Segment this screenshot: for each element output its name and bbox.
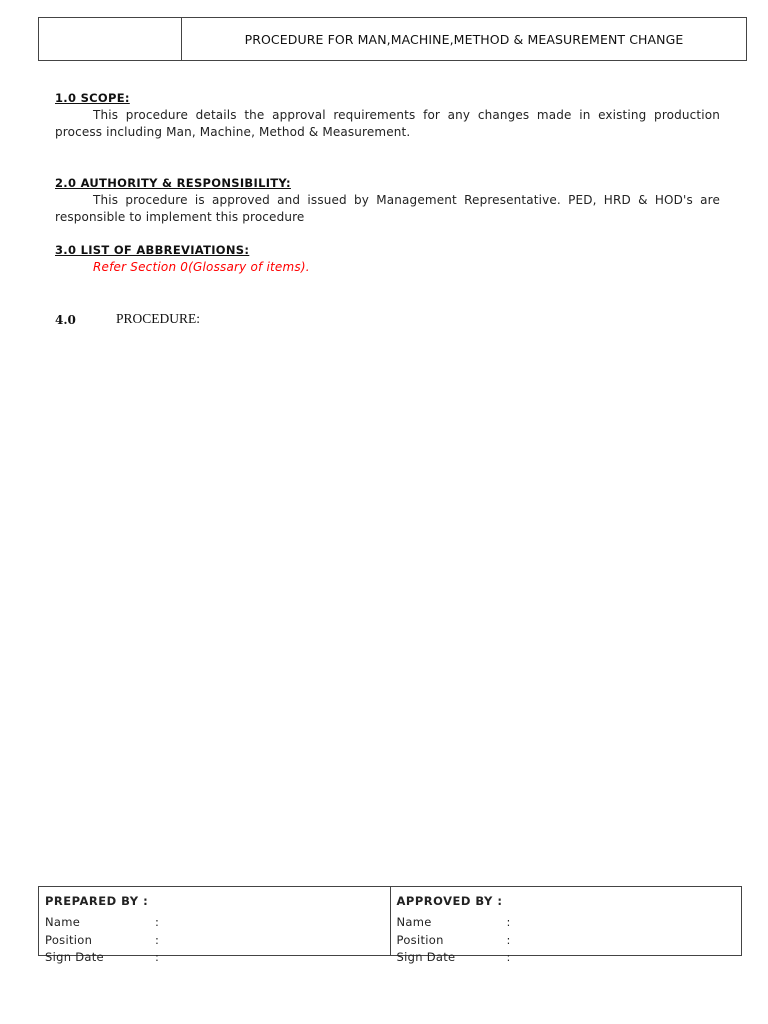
document-header [38, 17, 747, 61]
prepared-name-label: Name [45, 915, 81, 929]
document-title: PROCEDURE FOR MAN,MACHINE,METHOD & MEASUREMENT CHANGE [244, 31, 684, 47]
prepared-sign-date-colon: : [155, 950, 160, 964]
prepared-by-column [39, 887, 391, 964]
procedure-number: 4.0 [55, 313, 76, 327]
abbreviations-reference: Refer Section 0(Glossary of items). [93, 260, 310, 274]
approved-name-label: Name [396, 915, 432, 929]
prepared-sign-date-label: Sign Date [45, 950, 104, 964]
signature-block [38, 886, 742, 964]
scope-text: This procedure details the approval requirements for any changes made in existing production process including Man, Machine, Method & Measurement. [55, 108, 720, 139]
approved-sign-date-colon: : [506, 950, 511, 964]
prepared-name-row [45, 914, 384, 932]
logo-cell [39, 18, 182, 60]
approved-name-colon: : [506, 915, 511, 929]
prepared-sign-date-row [45, 949, 384, 967]
authority-heading: 2.0 AUTHORITY & RESPONSIBILITY: [55, 176, 291, 190]
prepared-name-colon: : [155, 915, 160, 929]
approved-by-heading: APPROVED BY : [396, 894, 503, 908]
approved-by-column [391, 887, 742, 964]
abbreviations-heading: 3.0 LIST OF ABBREVIATIONS: [55, 243, 250, 257]
scope-heading: 1.0 SCOPE: [55, 91, 130, 105]
approved-name-row [397, 914, 736, 932]
prepared-by-heading: PREPARED BY : [45, 894, 149, 908]
prepared-position-label: Position [45, 932, 93, 947]
prepared-position-row [45, 932, 384, 950]
approved-position-label: Position [396, 932, 444, 947]
authority-text: This procedure is approved and issued by Management Representative. PED, HRD & HOD's are responsible to implement this procedure [55, 193, 720, 224]
approved-sign-date-row [397, 949, 736, 967]
approved-position-colon: : [506, 932, 511, 947]
prepared-position-colon: : [155, 932, 160, 947]
approved-position-row [397, 932, 736, 950]
approved-sign-date-label: Sign Date [396, 950, 456, 964]
procedure-label: PROCEDURE: [116, 311, 201, 326]
